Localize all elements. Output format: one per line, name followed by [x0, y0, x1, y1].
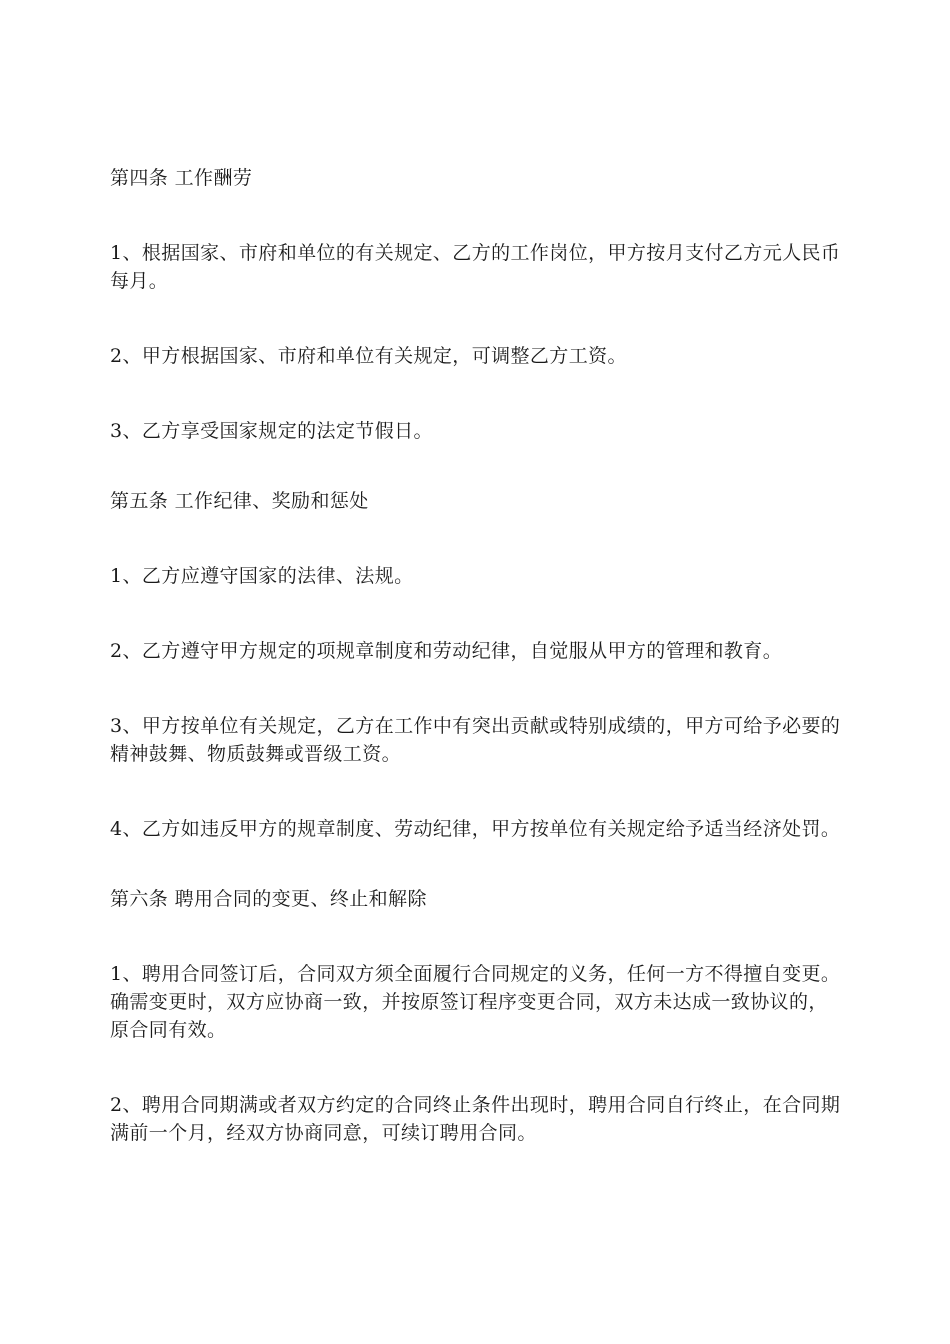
article-6-clause-2: 2、聘用合同期满或者双方约定的合同终止条件出现时，聘用合同自行终止，在合同期满前一个月，经双方协商同意，可续订聘用合同。: [110, 1094, 841, 1144]
article-5-clause-2: 2、乙方遵守甲方规定的项规章制度和劳动纪律，自觉服从甲方的管理和教育。: [110, 640, 783, 662]
article-6-clause-1: 1、聘用合同签订后，合同双方须全面履行合同规定的义务，任何一方不得擅自变更。确需变更时，双方应协商一致，并按原签订程序变更合同，双方未达成一致协议的，原合同有效。: [110, 963, 841, 1041]
article-4-clause-2: 2、甲方根据国家、市府和单位有关规定，可调整乙方工资。: [110, 345, 627, 367]
article-5-clause-1: 1、乙方应遵守国家的法律、法规。: [110, 565, 414, 587]
article-5-clause-3: 3、甲方按单位有关规定，乙方在工作中有突出贡献或特别成绩的，甲方可给予必要的精神鼓舞、物质鼓舞或晋级工资。: [110, 715, 841, 765]
article-6-heading: 第六条 聘用合同的变更、终止和解除: [110, 888, 427, 910]
article-4-heading: 第四条 工作酬劳: [110, 167, 253, 189]
article-5-clause-4: 4、乙方如违反甲方的规章制度、劳动纪律，甲方按单位有关规定给予适当经济处罚。: [110, 818, 841, 840]
document-body: [110, 164, 844, 1147]
article-5-heading: 第五条 工作纪律、奖励和惩处: [110, 490, 369, 512]
article-4-clause-1: 1、根据国家、市府和单位的有关规定、乙方的工作岗位，甲方按月支付乙方元人民币每月。: [110, 242, 841, 292]
article-4-clause-3: 3、乙方享受国家规定的法定节假日。: [110, 420, 433, 442]
